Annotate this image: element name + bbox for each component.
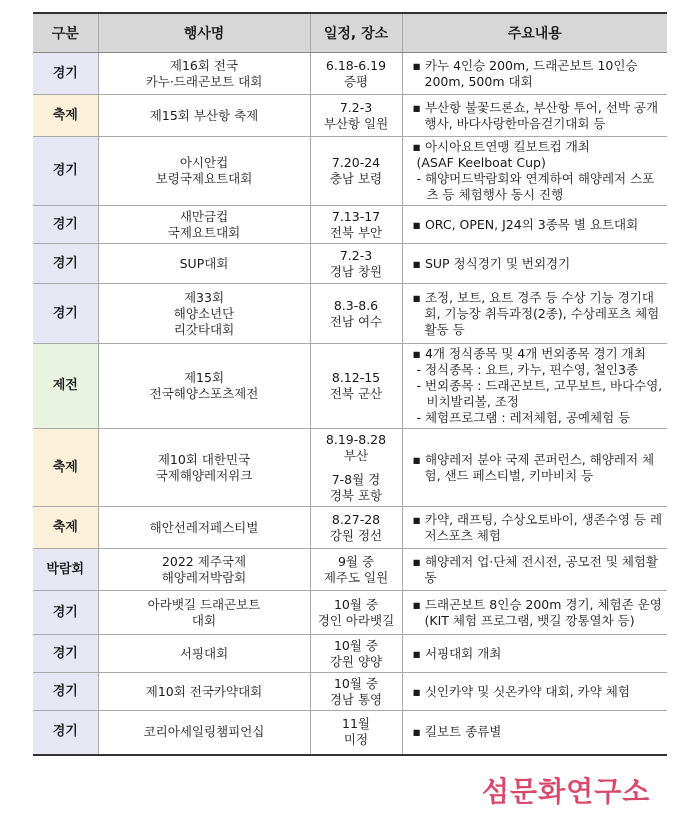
event-name-line: 카누·드래곤보트 대회 (145, 73, 263, 89)
schedule-line: 7.13-17 (331, 208, 381, 224)
table-row (33, 673, 667, 711)
category-cell: 경기 (33, 244, 98, 284)
schedule-line: 전북 군산 (329, 386, 383, 401)
schedule-line: 전북 부안 (329, 224, 383, 240)
category-cell: 박람회 (33, 549, 98, 591)
bullet-icon: ▪ (412, 255, 425, 271)
category-cell: 경기 (33, 591, 98, 635)
detail-text: 4개 정식종목 및 4개 번외종목 경기 개최 (424, 346, 646, 361)
event-name-line: 보령국제요트대회 (155, 171, 253, 186)
event-name-line: 아라뱃길 드래곤보트 (147, 596, 261, 612)
event-name-line: 해양소년단 (173, 305, 235, 321)
bullet-icon: ▪ (412, 57, 425, 73)
details-cell (402, 635, 667, 673)
category-cell: 축제 (33, 507, 98, 549)
schedule-cell (310, 507, 402, 549)
schedule-line: 8.12-15 (331, 370, 381, 385)
schedule-line: 10월 중 (333, 637, 379, 653)
schedule-line: 10월 중 (333, 675, 379, 691)
detail-text: ORC, OPEN, J24의 3종목 별 요트대회 (424, 216, 639, 232)
bullet-icon: ▪ (412, 289, 425, 305)
schedule-line: 경남 창원 (329, 263, 383, 279)
detail-bullet (413, 554, 664, 586)
detail-bullet (413, 452, 664, 484)
schedule-line: 7-8월 경 (331, 471, 381, 487)
event-name-cell (98, 635, 310, 673)
table-row (33, 95, 667, 137)
schedule-line: 부산항 일원 (323, 115, 389, 131)
detail-text: 해양레저 분야 국제 콘퍼런스, 해양레저 체험, 샌드 페스티벌, 키마비치 등 (424, 451, 655, 483)
detail-text: 아시아요트연맹 킬보트컵 개최 (424, 139, 590, 154)
detail-bullet (413, 100, 664, 132)
schedule-line: 7.2-3 (339, 247, 373, 263)
watermark: 섬문화연구소 (482, 770, 650, 810)
bullet-icon: ▪ (412, 683, 425, 699)
detail-bullet (413, 346, 664, 362)
detail-bullet (413, 290, 664, 338)
header-event-name: 행사명 (98, 13, 310, 53)
table-row (33, 591, 667, 635)
schedule-line: 경북 포항 (329, 487, 383, 503)
schedule-line: 7.2-3 (339, 99, 373, 115)
table-row (33, 344, 667, 429)
event-name-cell (98, 549, 310, 591)
details-cell (402, 507, 667, 549)
schedule-cell (310, 549, 402, 591)
schedule-cell (310, 206, 402, 244)
table-row (33, 507, 667, 549)
bullet-icon: ▪ (412, 99, 425, 115)
bullet-icon: ▪ (412, 346, 425, 361)
details-cell (402, 95, 667, 137)
detail-text: 카누 4인승 200m, 드래곤보트 10인승 200m, 500m 대회 (424, 57, 638, 89)
event-name-line: 제15회 부산항 축제 (149, 107, 259, 123)
schedule-line: 충남 보령 (329, 171, 383, 186)
schedule-line: 6.18-6.19 (325, 57, 387, 73)
schedule-line: 8.19-8.28 (325, 431, 387, 447)
header-category: 구분 (33, 13, 98, 53)
event-name-line: 제10회 대한민국 (157, 451, 251, 467)
event-name-cell (98, 206, 310, 244)
event-name-line: 제10회 전국카약대회 (145, 683, 263, 699)
detail-text: 드래곤보트 8인승 200m 경기, 체험존 운영(KIT 체험 프로그램, 뱃길 깡통열차 등) (424, 596, 662, 628)
details-cell (402, 711, 667, 755)
event-name-line: 해안선레저페스티벌 (149, 519, 259, 535)
details-cell (402, 591, 667, 635)
schedule-line: 8.3-8.6 (333, 297, 379, 313)
schedule-line: 경남 통영 (329, 691, 383, 707)
header-schedule: 일정, 장소 (310, 13, 402, 53)
event-name-cell (98, 429, 310, 507)
header-details: 주요내용 (402, 13, 667, 53)
schedule-line: 제주도 일원 (323, 569, 389, 585)
category-cell: 제전 (33, 344, 98, 429)
detail-subitem: - 정식종목 : 요트, 카누, 핀수영, 철인3종 (416, 362, 638, 377)
detail-text: 서핑대회 개최 (424, 645, 502, 661)
schedule-gap (315, 464, 398, 472)
bullet-icon: ▪ (412, 451, 425, 467)
event-name-line: SUP대회 (179, 255, 229, 271)
table-row (33, 429, 667, 507)
table-row (33, 284, 667, 344)
detail-subitem: - 번외종목 : 드래곤보트, 고무보트, 바다수영, 비치발리볼, 조정 (416, 378, 663, 409)
event-name-cell (98, 53, 310, 95)
details-cell (402, 344, 667, 429)
table-row (33, 635, 667, 673)
category-cell: 경기 (33, 137, 98, 206)
detail-subitem: - 해양머드박람회와 연계하여 해양레저 스포츠 등 체험행사 동시 진행 (416, 171, 655, 202)
details-cell (402, 53, 667, 95)
event-name-line: 서핑대회 (179, 645, 229, 661)
detail-text: SUP 정식경기 및 번외경기 (424, 255, 571, 271)
category-cell: 경기 (33, 635, 98, 673)
table-row (33, 53, 667, 95)
schedule-line: 강원 양양 (329, 653, 383, 669)
detail-text: 부산항 불꽃드론쇼, 부산항 투어, 선박 공개행사, 바다사랑한마음걷기대회 등 (424, 99, 659, 131)
event-name-line: 새만금컵 (179, 208, 229, 224)
event-name-cell (98, 284, 310, 344)
event-name-cell (98, 344, 310, 429)
event-name-cell (98, 711, 310, 755)
details-cell (402, 284, 667, 344)
detail-bullet (413, 256, 664, 272)
event-name-line: 국제해양레저위크 (155, 467, 253, 483)
schedule-line: 10월 중 (333, 596, 379, 612)
schedule-cell (310, 53, 402, 95)
category-cell: 경기 (33, 284, 98, 344)
details-cell (402, 206, 667, 244)
table-body (33, 53, 667, 755)
table-row (33, 711, 667, 755)
schedule-line: 증평 (343, 73, 369, 89)
schedule-line: 경인 아라뱃길 (317, 612, 395, 628)
event-name-cell (98, 591, 310, 635)
event-name-line: 전국해양스포츠제전 (149, 386, 259, 401)
events-table (33, 12, 667, 756)
schedule-line: 부산 (343, 447, 369, 463)
schedule-cell (310, 244, 402, 284)
detail-subitem: (ASAF Keelboat Cup) (416, 155, 546, 170)
event-name-line: 2022 제주국제 (161, 553, 247, 569)
schedule-cell (310, 591, 402, 635)
schedule-line: 7.20-24 (331, 155, 381, 170)
schedule-line: 강원 정선 (329, 527, 383, 543)
schedule-line: 9월 중 (337, 553, 375, 569)
detail-text: 조정, 보트, 요트 경주 등 수상 기능 경기대회, 기능장 취득과정(2종), 수상레포츠 체험활동 등 (424, 289, 660, 337)
details-cell (402, 549, 667, 591)
event-name-line: 리갓타대회 (173, 321, 235, 337)
event-name-line: 대회 (191, 612, 217, 628)
schedule-cell (310, 711, 402, 755)
event-name-line: 코리아세일링챔피언십 (143, 724, 265, 740)
event-name-line: 국제요트대회 (167, 224, 241, 240)
details-cell (402, 137, 667, 206)
detail-subitem: - 체험프로그램 : 레저체험, 공예체험 등 (416, 410, 631, 425)
schedule-cell (310, 635, 402, 673)
event-name-line: 제33회 (183, 289, 225, 305)
category-cell: 경기 (33, 206, 98, 244)
detail-bullet (413, 646, 664, 662)
schedule-cell (310, 344, 402, 429)
schedule-cell (310, 284, 402, 344)
schedule-cell (310, 429, 402, 507)
table-header-row (33, 13, 667, 53)
detail-bullet (413, 684, 664, 700)
event-name-cell (98, 244, 310, 284)
schedule-cell (310, 673, 402, 711)
table-row (33, 206, 667, 244)
event-name-cell (98, 673, 310, 711)
detail-text: 카약, 래프팅, 수상오토바이, 생존수영 등 레저스포츠 체험 (424, 511, 663, 543)
schedule-line: 11월 (342, 716, 370, 732)
category-cell: 경기 (33, 673, 98, 711)
details-cell (402, 244, 667, 284)
table-row (33, 244, 667, 284)
detail-bullet (413, 597, 664, 629)
schedule-line: 8.27-28 (331, 511, 381, 527)
event-name-line: 해양레저박람회 (161, 569, 247, 585)
detail-bullet (413, 139, 664, 155)
bullet-icon: ▪ (412, 645, 425, 661)
bullet-icon: ▪ (412, 724, 425, 740)
category-cell: 축제 (33, 95, 98, 137)
detail-text: 해양레저 업·단체 전시전, 공모전 및 체험활동 (424, 553, 659, 585)
detail-bullet (413, 512, 664, 544)
details-cell (402, 429, 667, 507)
schedule-cell (310, 137, 402, 206)
category-cell: 축제 (33, 429, 98, 507)
event-name-cell (98, 95, 310, 137)
table-row (33, 549, 667, 591)
event-name-line: 제15회 (183, 370, 225, 385)
bullet-icon: ▪ (412, 216, 425, 232)
event-name-cell (98, 137, 310, 206)
bullet-icon: ▪ (412, 596, 425, 612)
detail-bullet (413, 58, 664, 90)
bullet-icon: ▪ (412, 553, 425, 569)
schedule-cell (310, 95, 402, 137)
schedule-line: 전남 여수 (329, 313, 383, 329)
category-cell: 경기 (33, 711, 98, 755)
schedule-line: 미정 (343, 732, 369, 748)
detail-bullet (413, 724, 664, 740)
event-name-line: 아시안컵 (179, 155, 229, 170)
event-name-cell (98, 507, 310, 549)
category-cell: 경기 (33, 53, 98, 95)
details-cell (402, 673, 667, 711)
bullet-icon: ▪ (412, 511, 425, 527)
detail-bullet (413, 217, 664, 233)
bullet-icon: ▪ (412, 139, 425, 154)
event-name-line: 제16회 전국 (169, 57, 239, 73)
detail-text: 싯인카약 및 싯온카약 대회, 카약 체험 (424, 683, 630, 699)
detail-text: 킬보트 종류별 (424, 724, 502, 740)
table-row (33, 137, 667, 206)
